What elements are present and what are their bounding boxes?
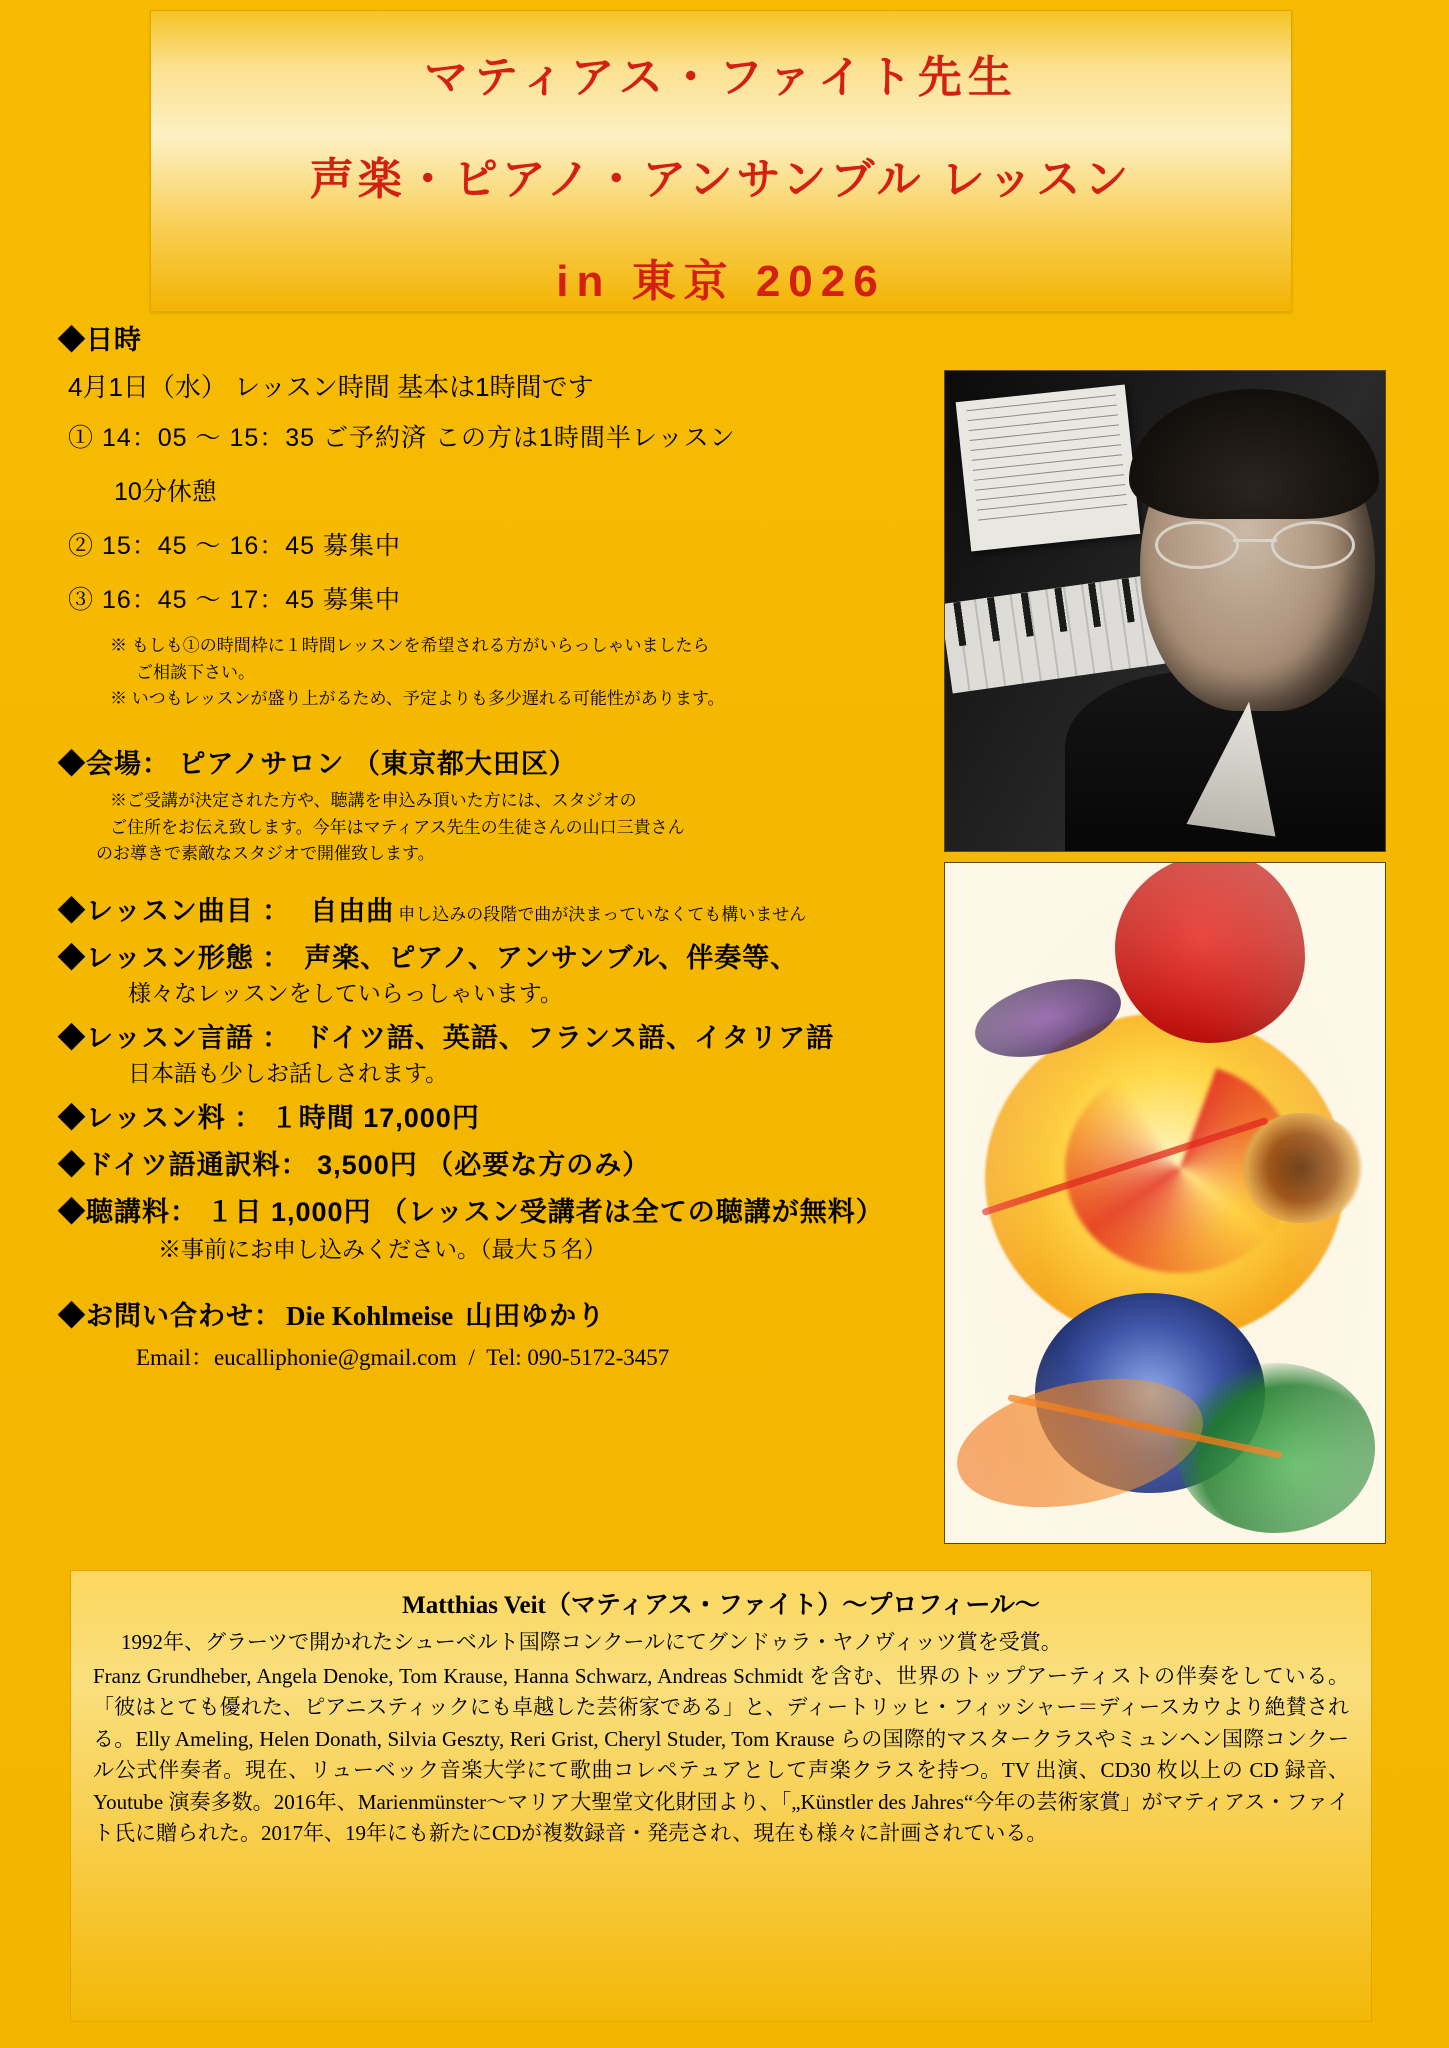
schedule-notes — [110, 634, 938, 712]
title-line-1: マティアス・ファイト先生 — [424, 53, 1018, 102]
schedule-slot-3: ③ 16：45 〜 17：45 募集中 — [68, 586, 402, 614]
profile-box — [70, 1570, 1372, 2022]
format-row — [58, 936, 938, 975]
lesson-fee: ◆レッスン料 ： １時間 17,000円 — [58, 1102, 480, 1133]
venue-notes — [96, 789, 938, 867]
contact-row — [58, 1294, 938, 1333]
painting-wash — [945, 863, 1385, 1543]
contact-org: Die Kohlmeise — [286, 1300, 454, 1331]
profile-paragraph-2: Franz Grundheber, Angela Denoke, Tom Krause, Hanna Schwarz, Andreas Schmidt を含む、世界のトップアーティストの伴奏をしている。「彼はとても優れた、ピアニスティックにも卓越した芸術家である」と、ディートリッヒ・フィッシャー＝ディースカウより絶賛される。Elly Ameling, Helen Donath, Silvia Geszty, Reri Grist, Cheryl Studer, Tom Krause らの国際的マスタークラスやミュンヘン国際コンクール公式伴奏者。現在、リューベック音楽大学にて歌曲コレペテュアとして声楽クラスを持つ。TV 出演、CD30 枚以上の CD 録音、Youtube 演奏多数。2016年、Marienmünster〜マリア大聖堂文化財団より、「„Künstler des Jahres“今年の芸術家賞」がマティアス・ファイト氏に贈られた。2017年、19年にも新たにCDが複数録音・発売され、現在も様々に計画されている。 — [93, 1663, 1349, 1845]
profile-paragraph-1: 1992年、グラーツで開かれたシューベルト国際コンクールにてグンドゥラ・ヤノヴィッツ賞を受賞。 — [121, 1630, 1062, 1654]
repertoire-value: 自由曲 — [310, 895, 395, 926]
repertoire-note: 申し込みの段階で曲が決まっていなくても構いません — [398, 904, 807, 924]
format-note: 様々なレッスンをしていらっしゃいます。 — [128, 979, 563, 1006]
glasses-icon — [1155, 521, 1355, 565]
title-line-3: in 東京 2026 — [556, 257, 886, 306]
venue-note-1: ※ご受講が決定された方や、聴講を申込み頂いた方には、スタジオの — [110, 790, 637, 810]
contact-separator: / — [468, 1344, 475, 1370]
profile-title: Matthias Veit（マティアス・ファイト）〜プロフィール〜 — [402, 1592, 1040, 1619]
audit-fee: ◆聴講料： １日 1,000円 （レッスン受講者は全ての聴講が無料） — [58, 1196, 884, 1227]
schedule-note-1b: ご相談下さい。 — [136, 662, 255, 682]
tel-number: 090-5172-3457 — [527, 1344, 670, 1370]
language-value: ドイツ語、英語、フランス語、イタリア語 — [304, 1022, 835, 1053]
schedule-heading: ◆日時 — [58, 325, 142, 355]
venue-note-3: のお導きで素敵なスタジオで開催致します。 — [96, 844, 435, 864]
profile-body — [93, 1627, 1349, 1850]
tel-label: Tel: — [486, 1344, 522, 1370]
pianist-portrait-photo — [944, 370, 1386, 852]
language-row — [58, 1016, 938, 1055]
schedule-slot-1: ① 14：05 〜 15：35 ご予約済 この方は1時間半レッスン — [68, 424, 736, 452]
main-content — [58, 318, 938, 1372]
venue-heading: ◆会場： ピアノサロン （東京都大田区） — [58, 748, 577, 779]
title-line-2: 声楽・ピアノ・アンサンブル レッスン — [309, 155, 1133, 204]
schedule-note-2: ※ いつもレッスンが盛り上がるため、予定よりも多少遅れる可能性があります。 — [110, 689, 725, 709]
language-note: 日本語も少しお話しされます。 — [128, 1059, 449, 1086]
interpreter-fee: ◆ドイツ語通訳料： 3,500円 （必要な方のみ） — [58, 1149, 651, 1180]
schedule-note-1a: ※ もしも①の時間枠に１時間レッスンを希望される方がいらっしゃいましたら — [110, 636, 710, 655]
language-label: ◆レッスン言語 ： — [58, 1022, 291, 1053]
contact-person: 山田ゆかり — [465, 1300, 606, 1331]
repertoire-label: ◆レッスン曲目 ： — [58, 895, 291, 926]
contact-email-line — [136, 1339, 938, 1372]
email-address[interactable]: eucalliphonie@gmail.com — [213, 1344, 457, 1370]
schedule-date: 4月1日（水） レッスン時間 基本は1時間です — [68, 372, 594, 402]
abstract-painting — [944, 862, 1386, 1544]
repertoire-row — [58, 889, 938, 928]
schedule-slot-2: ② 15：45 〜 16：45 募集中 — [68, 532, 402, 560]
audit-note: ※事前にお申し込みください。（最大５名） — [158, 1235, 607, 1262]
schedule-break: 10分休憩 — [114, 478, 217, 506]
format-value: 声楽、ピアノ、アンサンブル、伴奏等、 — [304, 942, 799, 973]
email-label: Email： — [136, 1344, 214, 1370]
venue-note-2: ご住所をお伝え致します。今年はマティアス先生の生徒さんの山口三貴さん — [110, 817, 685, 837]
sheet-music-icon — [956, 385, 1141, 552]
title-banner — [150, 10, 1292, 312]
contact-heading: ◆お問い合わせ： — [58, 1300, 282, 1331]
format-label: ◆レッスン形態 ： — [58, 942, 291, 973]
